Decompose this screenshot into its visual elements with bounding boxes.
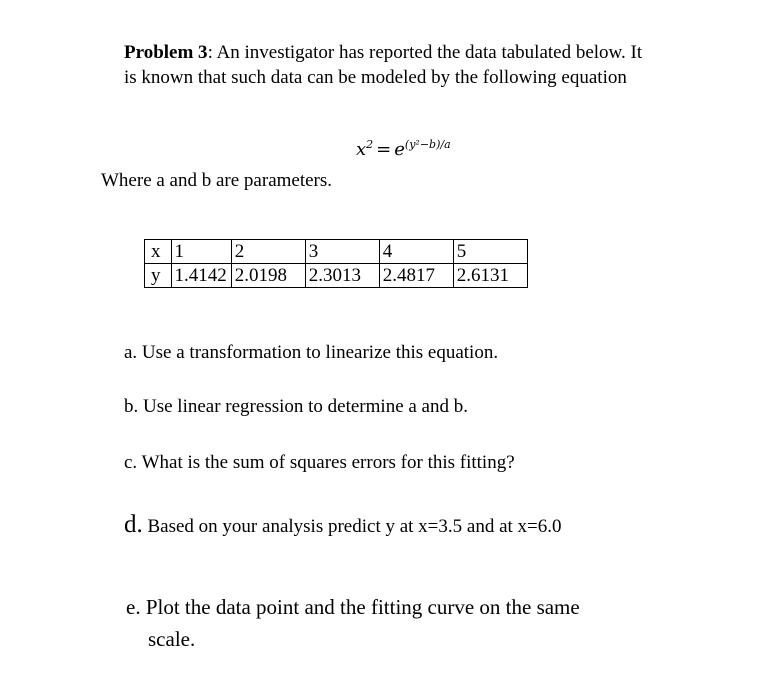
equation-equals-sign: = <box>376 139 392 160</box>
table-cell-x-3: 3 <box>305 240 379 264</box>
parameters-note: Where a and b are parameters. <box>101 170 333 191</box>
question-a: a. Use a transformation to linearize this equation. <box>124 342 499 363</box>
problem-label: Problem 3 <box>124 42 208 63</box>
problem-colon: : <box>207 42 213 63</box>
question-c: c. What is the sum of squares errors for this fitting? <box>124 452 515 473</box>
equation-rhs-base: e <box>394 139 405 160</box>
problem-statement <box>124 41 644 90</box>
equation-lhs-exponent: 2 <box>366 138 374 151</box>
table-cell-x-2: 2 <box>231 240 305 264</box>
table-cell-x-5: 5 <box>453 240 527 264</box>
model-equation <box>356 138 451 160</box>
question-e-line-1: e. Plot the data point and the fitting curve on the same <box>126 595 580 619</box>
table-cell-y-2: 2.0198 <box>231 264 305 288</box>
table-header-x: x <box>145 240 172 264</box>
table-row-x <box>145 240 528 264</box>
table-header-y: y <box>145 264 172 288</box>
table-cell-x-1: 1 <box>171 240 231 264</box>
question-e <box>126 591 678 655</box>
problem-intro-text: An investigator has reported the data tabulated below. It is known that such data can be modeled by the following equation <box>124 42 643 88</box>
table-cell-y-3: 2.3013 <box>305 264 379 288</box>
question-d-letter: d. <box>124 511 143 538</box>
question-d <box>124 511 562 539</box>
table-cell-y-4: 2.4817 <box>379 264 453 288</box>
data-table <box>144 239 528 288</box>
equation-lhs-base: x <box>356 139 367 160</box>
table-cell-y-1: 1.4142 <box>171 264 231 288</box>
question-d-text: Based on your analysis predict y at x=3.5 and at x=6.0 <box>142 516 562 537</box>
equation-rhs-exponent: (y²−b)/a <box>404 138 451 151</box>
table-row-y <box>145 264 528 288</box>
table-cell-y-5: 2.6131 <box>453 264 527 288</box>
table-cell-x-4: 4 <box>379 240 453 264</box>
question-b: b. Use linear regression to determine a and b. <box>124 396 468 417</box>
question-e-line-2: scale. <box>148 627 196 651</box>
